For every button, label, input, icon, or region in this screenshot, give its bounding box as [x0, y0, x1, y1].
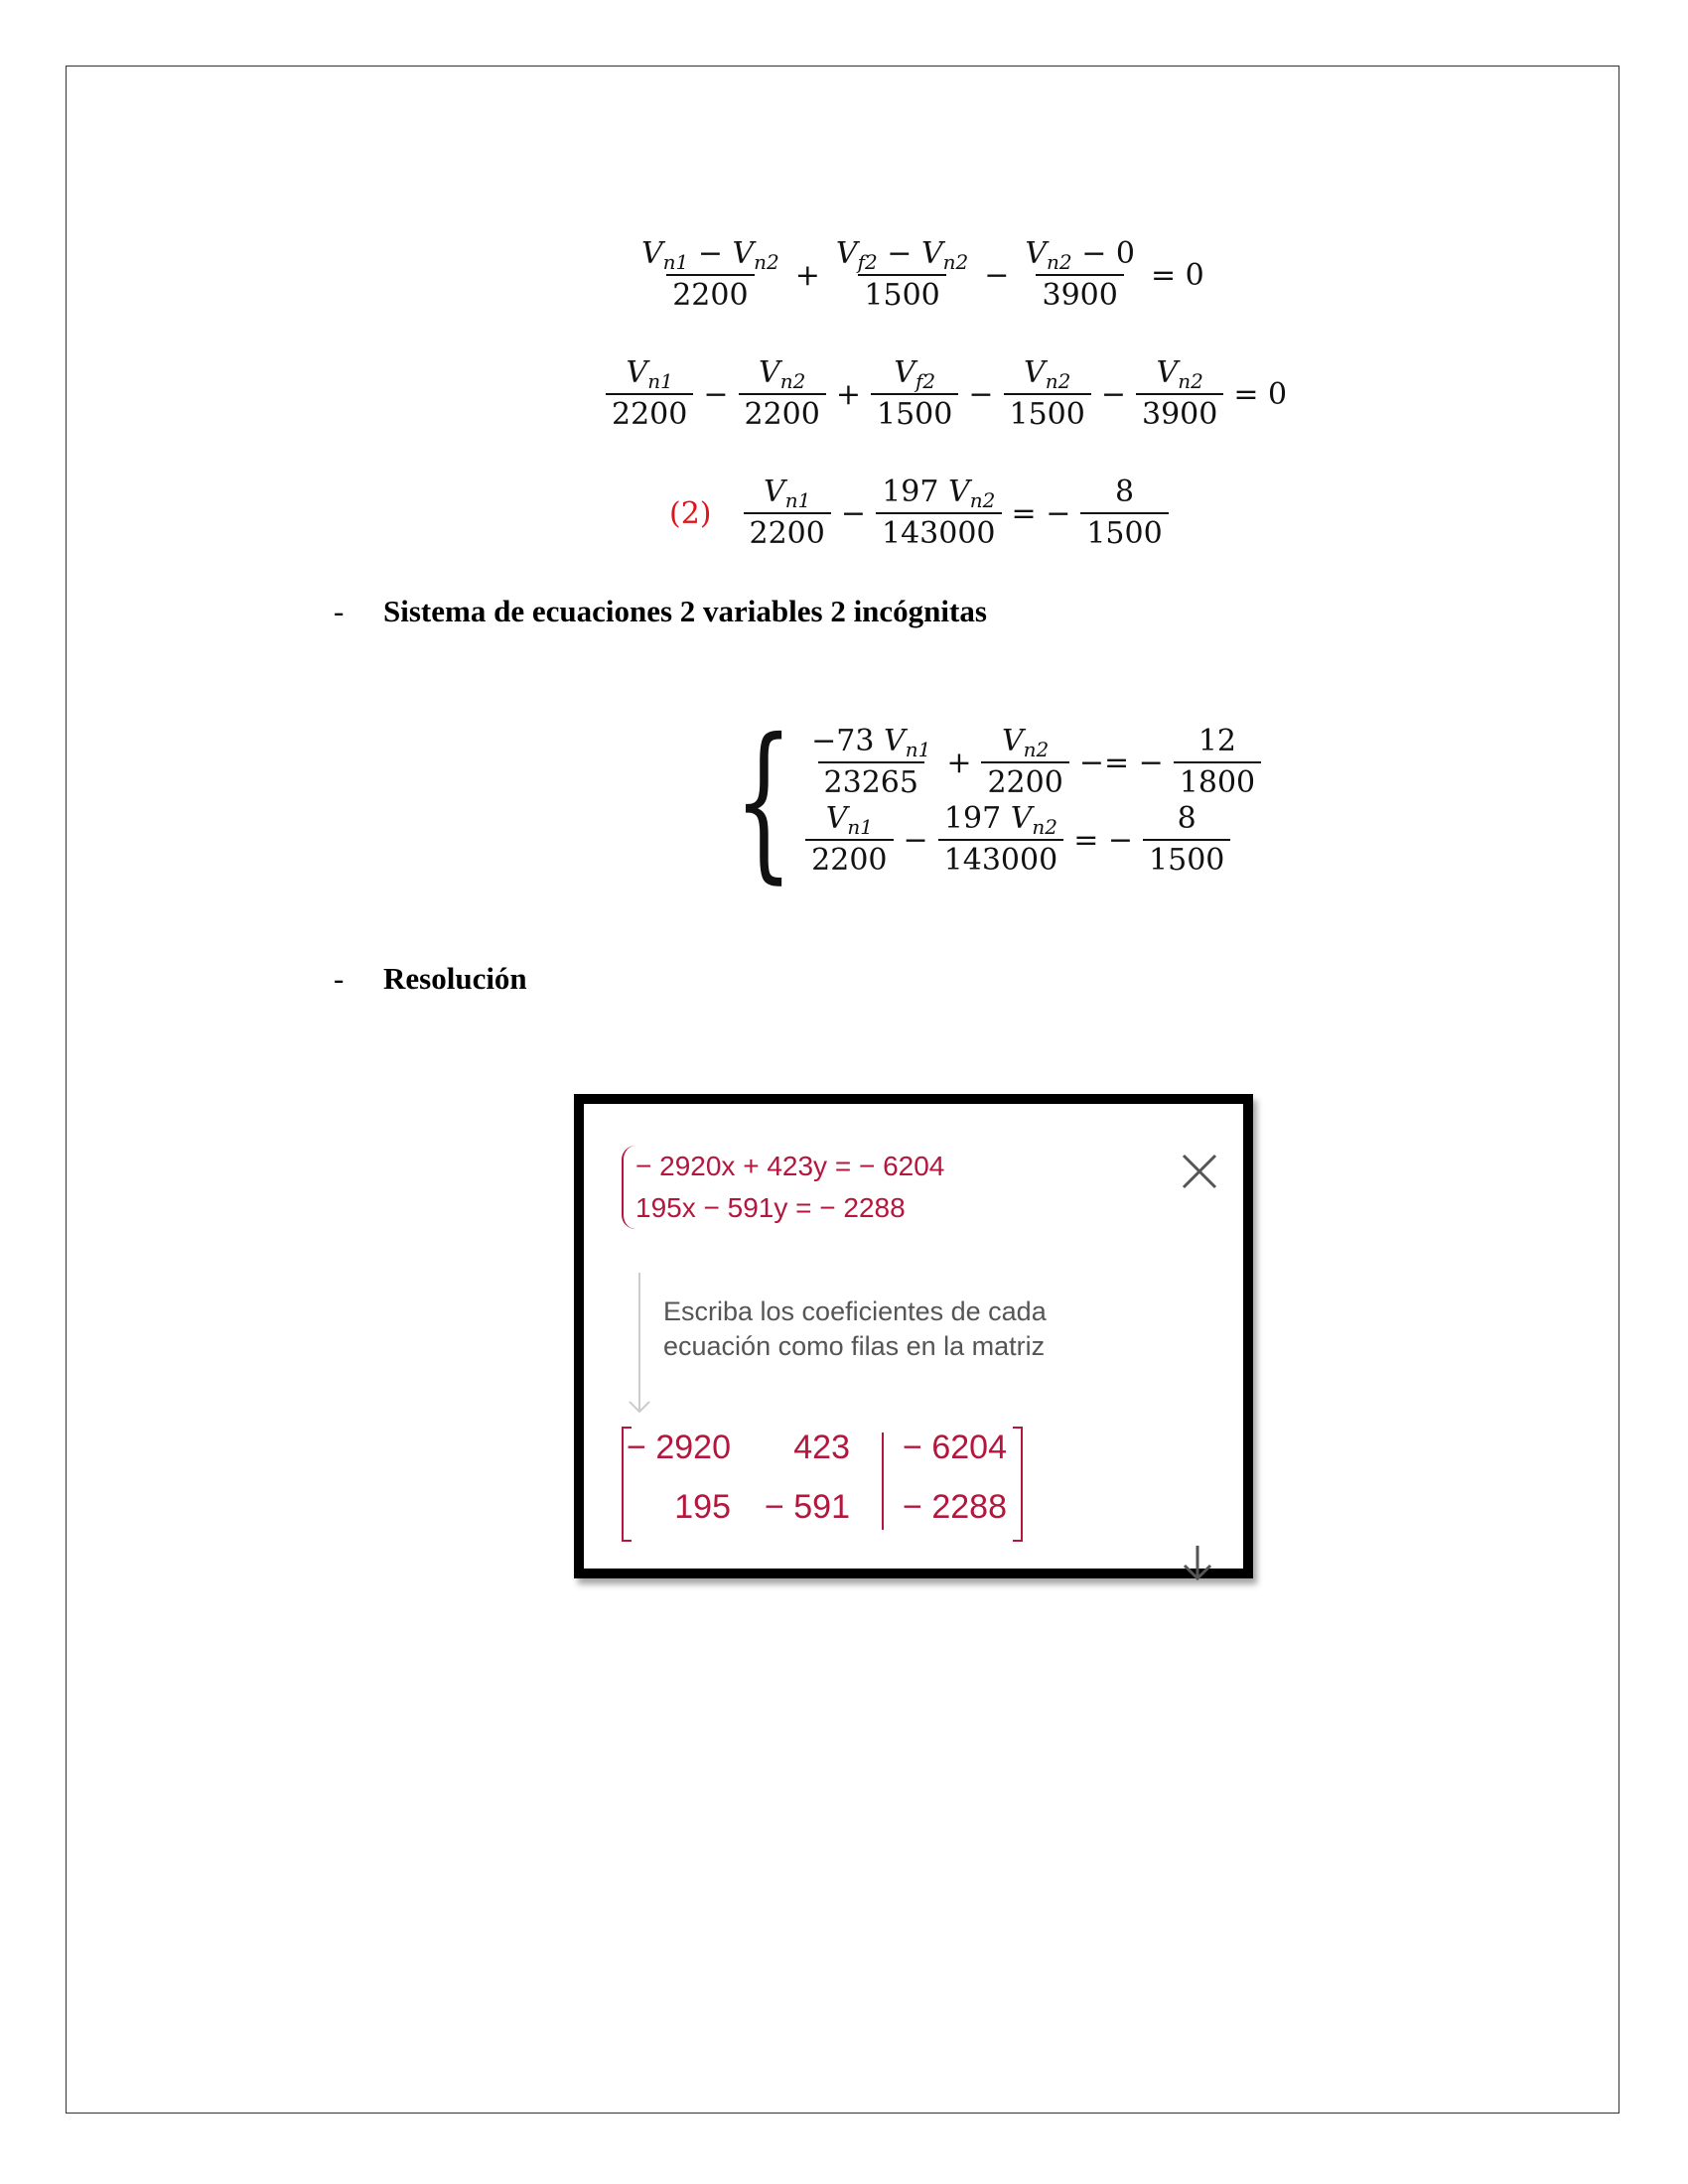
operator: − — [984, 257, 1010, 293]
math-text: 197 — [882, 475, 949, 509]
variable: V — [1010, 801, 1033, 836]
input-system — [622, 1146, 944, 1229]
fraction-numerator — [635, 236, 785, 274]
bullet-dash: - — [334, 961, 345, 996]
matrix-cell: − 591 — [764, 1488, 850, 1526]
operator: = 0 — [1150, 257, 1204, 293]
operator: − — [968, 376, 994, 412]
operator: −= − — [1078, 745, 1164, 780]
fraction-numerator — [820, 801, 879, 839]
fraction — [1174, 724, 1261, 801]
variable: V — [835, 236, 858, 271]
variable-subscript: n2 — [754, 250, 779, 274]
fraction-denominator: 3900 — [1036, 274, 1123, 314]
equation-2 — [602, 355, 1293, 433]
fraction-numerator — [1151, 355, 1209, 393]
fraction — [830, 236, 974, 314]
step-instruction — [663, 1295, 1047, 1364]
operator: = − — [1073, 822, 1134, 858]
fraction — [606, 355, 693, 433]
arrow-down-icon[interactable] — [1180, 1543, 1215, 1582]
operator: − — [903, 822, 928, 858]
fraction-numerator — [753, 355, 811, 393]
operator: + — [946, 745, 972, 780]
input-equation-2: 195x − 591y = − 2288 — [635, 1192, 906, 1223]
instruction-line-2: ecuación como filas en la matriz — [663, 1331, 1046, 1361]
augmented-matrix — [622, 1427, 1019, 1546]
fraction — [1136, 355, 1223, 433]
variable-subscript: n2 — [1032, 815, 1057, 839]
math-text: − — [877, 236, 921, 271]
fraction-numerator — [876, 475, 1001, 512]
variable-subscript: n1 — [662, 250, 689, 274]
variable-subscript: n2 — [1045, 369, 1071, 393]
variable: V — [759, 355, 780, 390]
fraction-denominator: 2200 — [981, 761, 1068, 801]
fraction-denominator: 1800 — [1174, 761, 1261, 801]
fraction — [1080, 475, 1168, 552]
fraction-numerator — [1193, 724, 1242, 761]
fraction — [739, 355, 826, 433]
heading-system-text: Sistema de ecuaciones 2 variables 2 incógnitas — [383, 594, 987, 628]
math-text: 12 — [1197, 724, 1237, 758]
matrix-cell: − 2920 — [627, 1429, 731, 1466]
variable-subscript: n2 — [1023, 738, 1050, 761]
math-text: −73 — [811, 724, 885, 758]
fraction — [805, 724, 936, 801]
system-equation-1 — [801, 724, 1265, 801]
variable-subscript: n1 — [784, 488, 811, 512]
equation-3-labeled — [669, 475, 1173, 552]
fraction-numerator — [1019, 236, 1141, 274]
input-equation-1: − 2920x + 423y = − 6204 — [635, 1151, 945, 1181]
variable: V — [626, 355, 648, 390]
step-connector-line — [638, 1273, 640, 1412]
variable: V — [884, 724, 906, 758]
fraction — [1004, 355, 1091, 433]
matrix-cell: 195 — [674, 1488, 731, 1526]
fraction-denominator: 1500 — [871, 393, 958, 433]
fraction-numerator — [1018, 355, 1076, 393]
variable: V — [948, 475, 970, 509]
operator: − — [1100, 376, 1126, 412]
variable-subscript: f2 — [857, 250, 878, 274]
heading-system — [334, 594, 987, 629]
math-text: 8 — [1114, 475, 1135, 509]
heading-resolution — [334, 961, 527, 997]
bullet-dash: - — [334, 594, 345, 628]
variable-subscript: n1 — [905, 738, 931, 761]
operator: − — [703, 376, 729, 412]
variable: V — [894, 355, 915, 390]
variable-subscript: n2 — [969, 488, 996, 512]
fraction — [1019, 236, 1141, 314]
instruction-line-1: Escriba los coeficientes de cada — [663, 1297, 1047, 1326]
math-text: 8 — [1177, 801, 1196, 836]
brace-symbol: { — [734, 703, 793, 899]
variable: V — [764, 475, 785, 509]
matrix-cell: − 2288 — [903, 1488, 1007, 1526]
matrix-separator — [882, 1433, 884, 1530]
fraction-numerator — [888, 355, 941, 393]
operator: = 0 — [1233, 376, 1288, 412]
solver-screenshot — [574, 1094, 1253, 1578]
fraction-numerator — [805, 724, 936, 761]
close-icon[interactable] — [1180, 1152, 1219, 1191]
matrix-cell: 423 — [793, 1429, 850, 1466]
fraction-numerator — [938, 801, 1063, 839]
system-equation-2 — [801, 801, 1265, 879]
fraction-denominator: 1500 — [1143, 839, 1230, 879]
fraction-numerator — [1172, 801, 1202, 839]
variable-subscript: n2 — [1178, 369, 1203, 393]
fraction-numerator — [621, 355, 679, 393]
fraction-numerator — [758, 475, 816, 512]
fraction-denominator: 23265 — [818, 761, 924, 801]
fraction-denominator: 2200 — [744, 512, 831, 552]
variable-subscript: n2 — [942, 250, 969, 274]
fraction-numerator — [996, 724, 1055, 761]
variable: V — [1024, 355, 1046, 390]
fraction — [981, 724, 1068, 801]
variable: V — [825, 801, 848, 836]
fraction-denominator: 2200 — [606, 393, 693, 433]
fraction-denominator: 143000 — [938, 839, 1064, 879]
fraction — [744, 475, 831, 552]
equation-number: (2) — [669, 495, 712, 531]
fraction — [1143, 801, 1230, 879]
variable: V — [1156, 355, 1179, 390]
math-text: − — [688, 236, 733, 271]
matrix-cell: − 6204 — [903, 1429, 1007, 1466]
operator: + — [835, 376, 861, 412]
fraction — [871, 355, 958, 433]
operator: − — [840, 495, 866, 531]
fraction-denominator: 1500 — [858, 274, 945, 314]
operator: + — [794, 257, 820, 293]
variable: V — [1025, 236, 1048, 271]
fraction-denominator: 1500 — [1004, 393, 1091, 433]
variable: V — [732, 236, 755, 271]
fraction — [635, 236, 785, 314]
fraction-numerator — [830, 236, 974, 274]
fraction-denominator: 1500 — [1080, 512, 1168, 552]
fraction-numerator — [1109, 475, 1140, 512]
fraction-denominator: 3900 — [1136, 393, 1223, 433]
fraction-denominator: 143000 — [876, 512, 1002, 552]
variable: V — [1001, 724, 1024, 758]
math-text: − 0 — [1071, 236, 1135, 271]
fraction — [805, 801, 893, 879]
fraction-denominator: 2200 — [805, 839, 893, 879]
variable: V — [920, 236, 943, 271]
fraction-denominator: 2200 — [739, 393, 826, 433]
heading-resolution-text: Resolución — [383, 961, 527, 996]
fraction-denominator: 2200 — [666, 274, 754, 314]
variable-subscript: f2 — [914, 369, 936, 393]
equation-system — [710, 703, 1265, 899]
math-text: 197 — [943, 801, 1011, 836]
variable-subscript: n1 — [647, 369, 673, 393]
operator: = − — [1011, 495, 1071, 531]
fraction — [938, 801, 1064, 879]
chevron-down-icon — [629, 1394, 650, 1416]
variable-subscript: n1 — [847, 815, 873, 839]
variable: V — [641, 236, 663, 271]
variable-subscript: n2 — [779, 369, 806, 393]
matrix-right-bracket — [1013, 1427, 1023, 1542]
equation-1 — [632, 236, 1210, 314]
variable-subscript: n2 — [1047, 250, 1072, 274]
fraction — [876, 475, 1002, 552]
